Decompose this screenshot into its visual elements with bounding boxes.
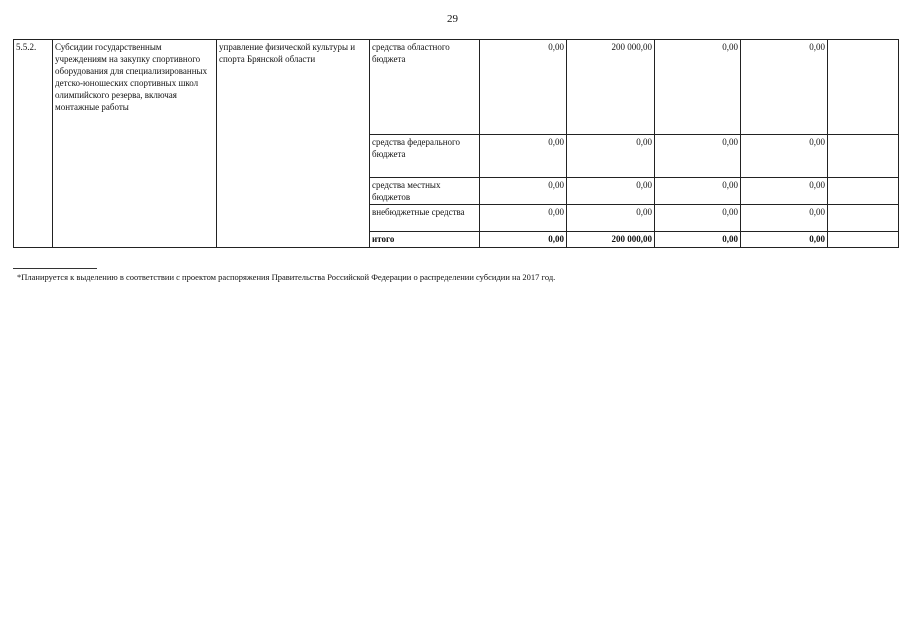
value-cell: 0,00 bbox=[480, 40, 567, 135]
source-label: средства федерального бюджета bbox=[370, 135, 480, 178]
value-cell: 200 000,00 bbox=[567, 40, 655, 135]
value-cell: 0,00 bbox=[655, 135, 741, 178]
total-value: 0,00 bbox=[741, 232, 828, 248]
table-row bbox=[14, 40, 899, 135]
value-cell bbox=[828, 205, 899, 232]
value-cell bbox=[828, 40, 899, 135]
value-cell bbox=[828, 135, 899, 178]
value-cell bbox=[828, 178, 899, 205]
row-description: Субсидии государственным учреждениям на закупку спортивного оборудования для специализированных детско-юношеских спортивных школ олимпийского резерва, включая монтажные работы bbox=[53, 40, 217, 248]
value-cell: 0,00 bbox=[480, 178, 567, 205]
value-cell: 0,00 bbox=[741, 205, 828, 232]
value-cell: 0,00 bbox=[741, 40, 828, 135]
row-code: 5.5.2. bbox=[14, 40, 53, 248]
source-label: внебюджетные средства bbox=[370, 205, 480, 232]
value-cell: 0,00 bbox=[480, 205, 567, 232]
footnote: *Планируется к выделению в соответствии с проектом распоряжения Правительства Российской Федерации о распределении субсидии на 2017 год. bbox=[17, 272, 556, 282]
value-cell: 0,00 bbox=[655, 178, 741, 205]
budget-table bbox=[13, 39, 899, 248]
value-cell: 0,00 bbox=[655, 205, 741, 232]
source-label: средства местных бюджетов bbox=[370, 178, 480, 205]
value-cell: 0,00 bbox=[567, 205, 655, 232]
total-value: 0,00 bbox=[480, 232, 567, 248]
row-executor: управление физической культуры и спорта Брянской области bbox=[217, 40, 370, 248]
source-label: средства областного бюджета bbox=[370, 40, 480, 135]
footnote-divider bbox=[13, 268, 97, 269]
value-cell: 0,00 bbox=[480, 135, 567, 178]
value-cell: 0,00 bbox=[655, 40, 741, 135]
value-cell: 0,00 bbox=[741, 135, 828, 178]
page-number: 29 bbox=[447, 13, 458, 25]
value-cell: 0,00 bbox=[741, 178, 828, 205]
total-value bbox=[828, 232, 899, 248]
total-label: итого bbox=[370, 232, 480, 248]
value-cell: 0,00 bbox=[567, 135, 655, 178]
total-value: 0,00 bbox=[655, 232, 741, 248]
total-value: 200 000,00 bbox=[567, 232, 655, 248]
value-cell: 0,00 bbox=[567, 178, 655, 205]
